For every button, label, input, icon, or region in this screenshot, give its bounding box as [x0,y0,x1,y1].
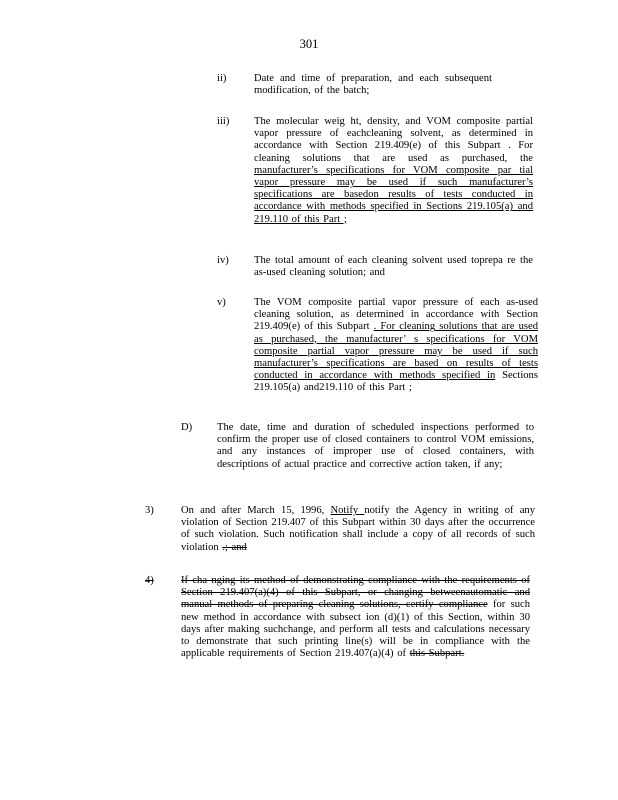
item-3-deleted: .; and [222,541,247,553]
item-4-plain: for such new method in accordance with subsect ion (d)(1) of this Section, within 30 days after making suchchange, and perform all tests and calculations necessary to demonstrate that such printing line(s) will be in compliance with the applicable requirements of Section 219.407(a)(4) of [181,599,530,660]
item-label-v: v) [217,297,226,308]
item-v-text [254,297,538,395]
item-D-text: The date, time and duration of scheduled inspections performed to confirm the proper use of closed containers to control VOM emissions, and any instances of improper use of closed containers, with descriptions of actual practice and corrective action taken, if any; [217,422,534,470]
item-iii-inserted: manufacturer’s specifications for VOM composite par tial vapor pressure may be used if such manufacturer’s specifications are basedon results of tests conducted in accordance with methods specified in Sections 219.105(a) and 219.110 of this Part ; [254,164,533,225]
item-4-text [181,575,530,660]
item-v-tail: Sections 219.105(a) and219.110 of this Part ; [254,370,538,394]
item-3-body: notify the Agency in writing of any violation of Section 219.407 of this Subpart within 30 days after the occurrence of such violation. Such notification shall include a copy of all records of such violation [181,505,535,553]
item-label-4: 4) [145,575,154,586]
item-4-deleted-start: If cha nging its method of demonstrating compliance with the requirements of Section 219.407(a)(4) of this Subpart, or changing betweenautomatic and manual methods of preparing cleaning solutions, certify compliance [181,575,530,611]
item-label-iv: iv) [217,255,229,266]
item-v-inserted: . For cleaning solutions that are used as purchased, the manufacturer’ s specifications for VOM composite partial vapor pressure may be used if such manufacturer’s specifications are based on results of tests conducted in accordance with methods specified in [254,321,538,382]
item-4-deleted-end: this Subpart. [409,648,465,660]
item-3-plain: On and after March 15, 1996, [181,505,331,516]
item-3-text [181,505,535,554]
item-iv-text: The total amount of each cleaning solvent used toprepa re the as-used cleaning solution; and [254,255,533,279]
item-v-plain: The VOM composite partial vapor pressure of each as-used cleaning solution, as determined in accordance with Section 219.409(e) of this Subpart [254,297,538,333]
item-ii-text: Date and time of preparation, and each subsequent modification, of the batch; [254,73,492,97]
item-iii-text [254,116,533,226]
item-label-ii: ii) [217,73,227,84]
item-3-inserted: Notify [330,505,365,516]
page-number: 301 [299,37,319,51]
item-label-D: D) [181,422,193,433]
item-label-3: 3) [145,505,154,516]
item-label-iii: iii) [217,116,230,127]
item-iii-plain: The molecular weig ht, density, and VOM composite partial vapor pressure of eachcleaning solvent, as determined in accordance with Section 219.409(e) of this Subpart . For cleaning solutions that are used as purchased, the [254,116,533,164]
